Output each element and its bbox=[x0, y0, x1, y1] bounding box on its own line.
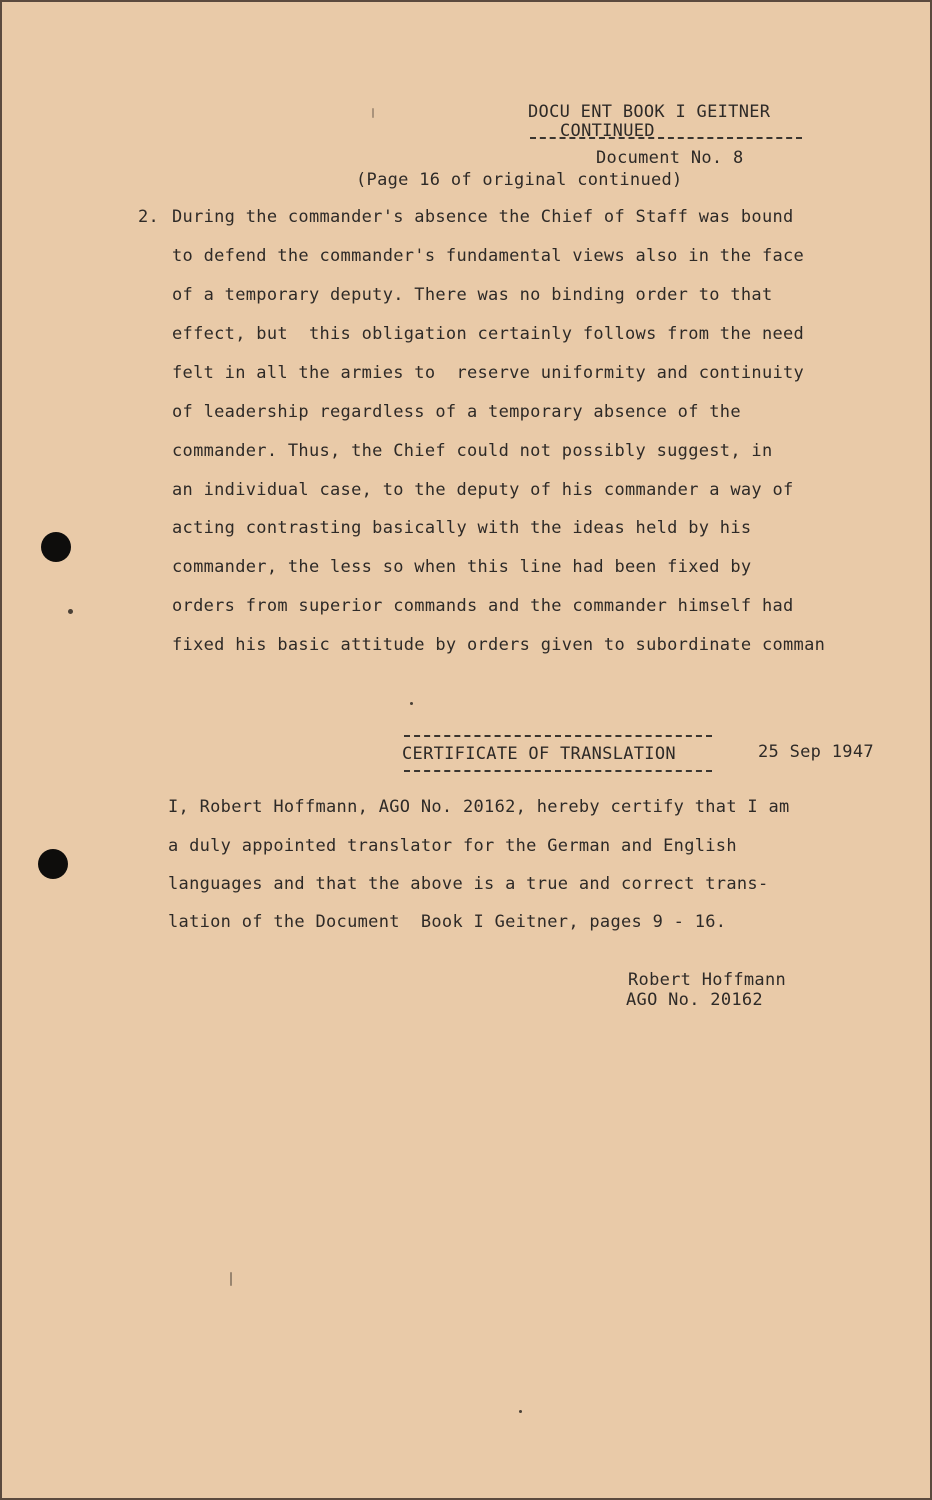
document-number: Document No. 8 bbox=[596, 148, 744, 168]
paragraph-line: fixed his basic attitude by orders given to subordinate comman bbox=[172, 635, 826, 655]
header-divider bbox=[530, 137, 802, 139]
paper-speck bbox=[372, 108, 374, 118]
certificate-line: I, Robert Hoffmann, AGO No. 20162, hereby certify that I am bbox=[168, 797, 790, 817]
punch-hole bbox=[38, 849, 68, 879]
document-book-title: DOCU ENT BOOK I GEITNER bbox=[528, 102, 771, 122]
punch-hole bbox=[41, 532, 71, 562]
continued-label: CONTINUED bbox=[560, 121, 655, 141]
signature-name: Robert Hoffmann bbox=[628, 970, 787, 990]
paragraph-number: 2. bbox=[138, 207, 160, 227]
paper-speck bbox=[519, 1410, 522, 1413]
paper-speck bbox=[230, 1272, 232, 1286]
paragraph-line: orders from superior commands and the commander himself had bbox=[172, 596, 794, 616]
paragraph-line: effect, but this obligation certainly follows from the need bbox=[172, 324, 805, 344]
signature-ago-number: AGO No. 20162 bbox=[626, 990, 763, 1010]
paragraph-line: During the commander's absence the Chief of Staff was bound bbox=[172, 207, 794, 227]
paragraph-line: an individual case, to the deputy of his commander a way of bbox=[172, 480, 794, 500]
paragraph-line: commander, the less so when this line had been fixed by bbox=[172, 557, 752, 577]
certificate-rule-bottom bbox=[404, 770, 712, 772]
paragraph-line: felt in all the armies to reserve uniformity and continuity bbox=[172, 363, 805, 383]
paragraph-line: commander. Thus, the Chief could not possibly suggest, in bbox=[172, 441, 773, 461]
paragraph-line: of a temporary deputy. There was no binding order to that bbox=[172, 285, 773, 305]
paragraph-line: of leadership regardless of a temporary absence of the bbox=[172, 402, 741, 422]
paragraph-line: acting contrasting basically with the ideas held by his bbox=[172, 518, 752, 538]
certificate-date: 25 Sep 1947 bbox=[758, 742, 874, 762]
certificate-rule-top bbox=[404, 735, 712, 737]
certificate-line: lation of the Document Book I Geitner, pages 9 - 16. bbox=[168, 912, 727, 932]
page-note: (Page 16 of original continued) bbox=[356, 170, 683, 190]
paper-speck bbox=[68, 609, 73, 614]
certificate-title: CERTIFICATE OF TRANSLATION bbox=[402, 744, 676, 764]
certificate-line: languages and that the above is a true and correct trans- bbox=[168, 874, 769, 894]
paragraph-line: to defend the commander's fundamental views also in the face bbox=[172, 246, 805, 266]
certificate-line: a duly appointed translator for the German and English bbox=[168, 836, 737, 856]
paper-speck bbox=[410, 702, 413, 705]
